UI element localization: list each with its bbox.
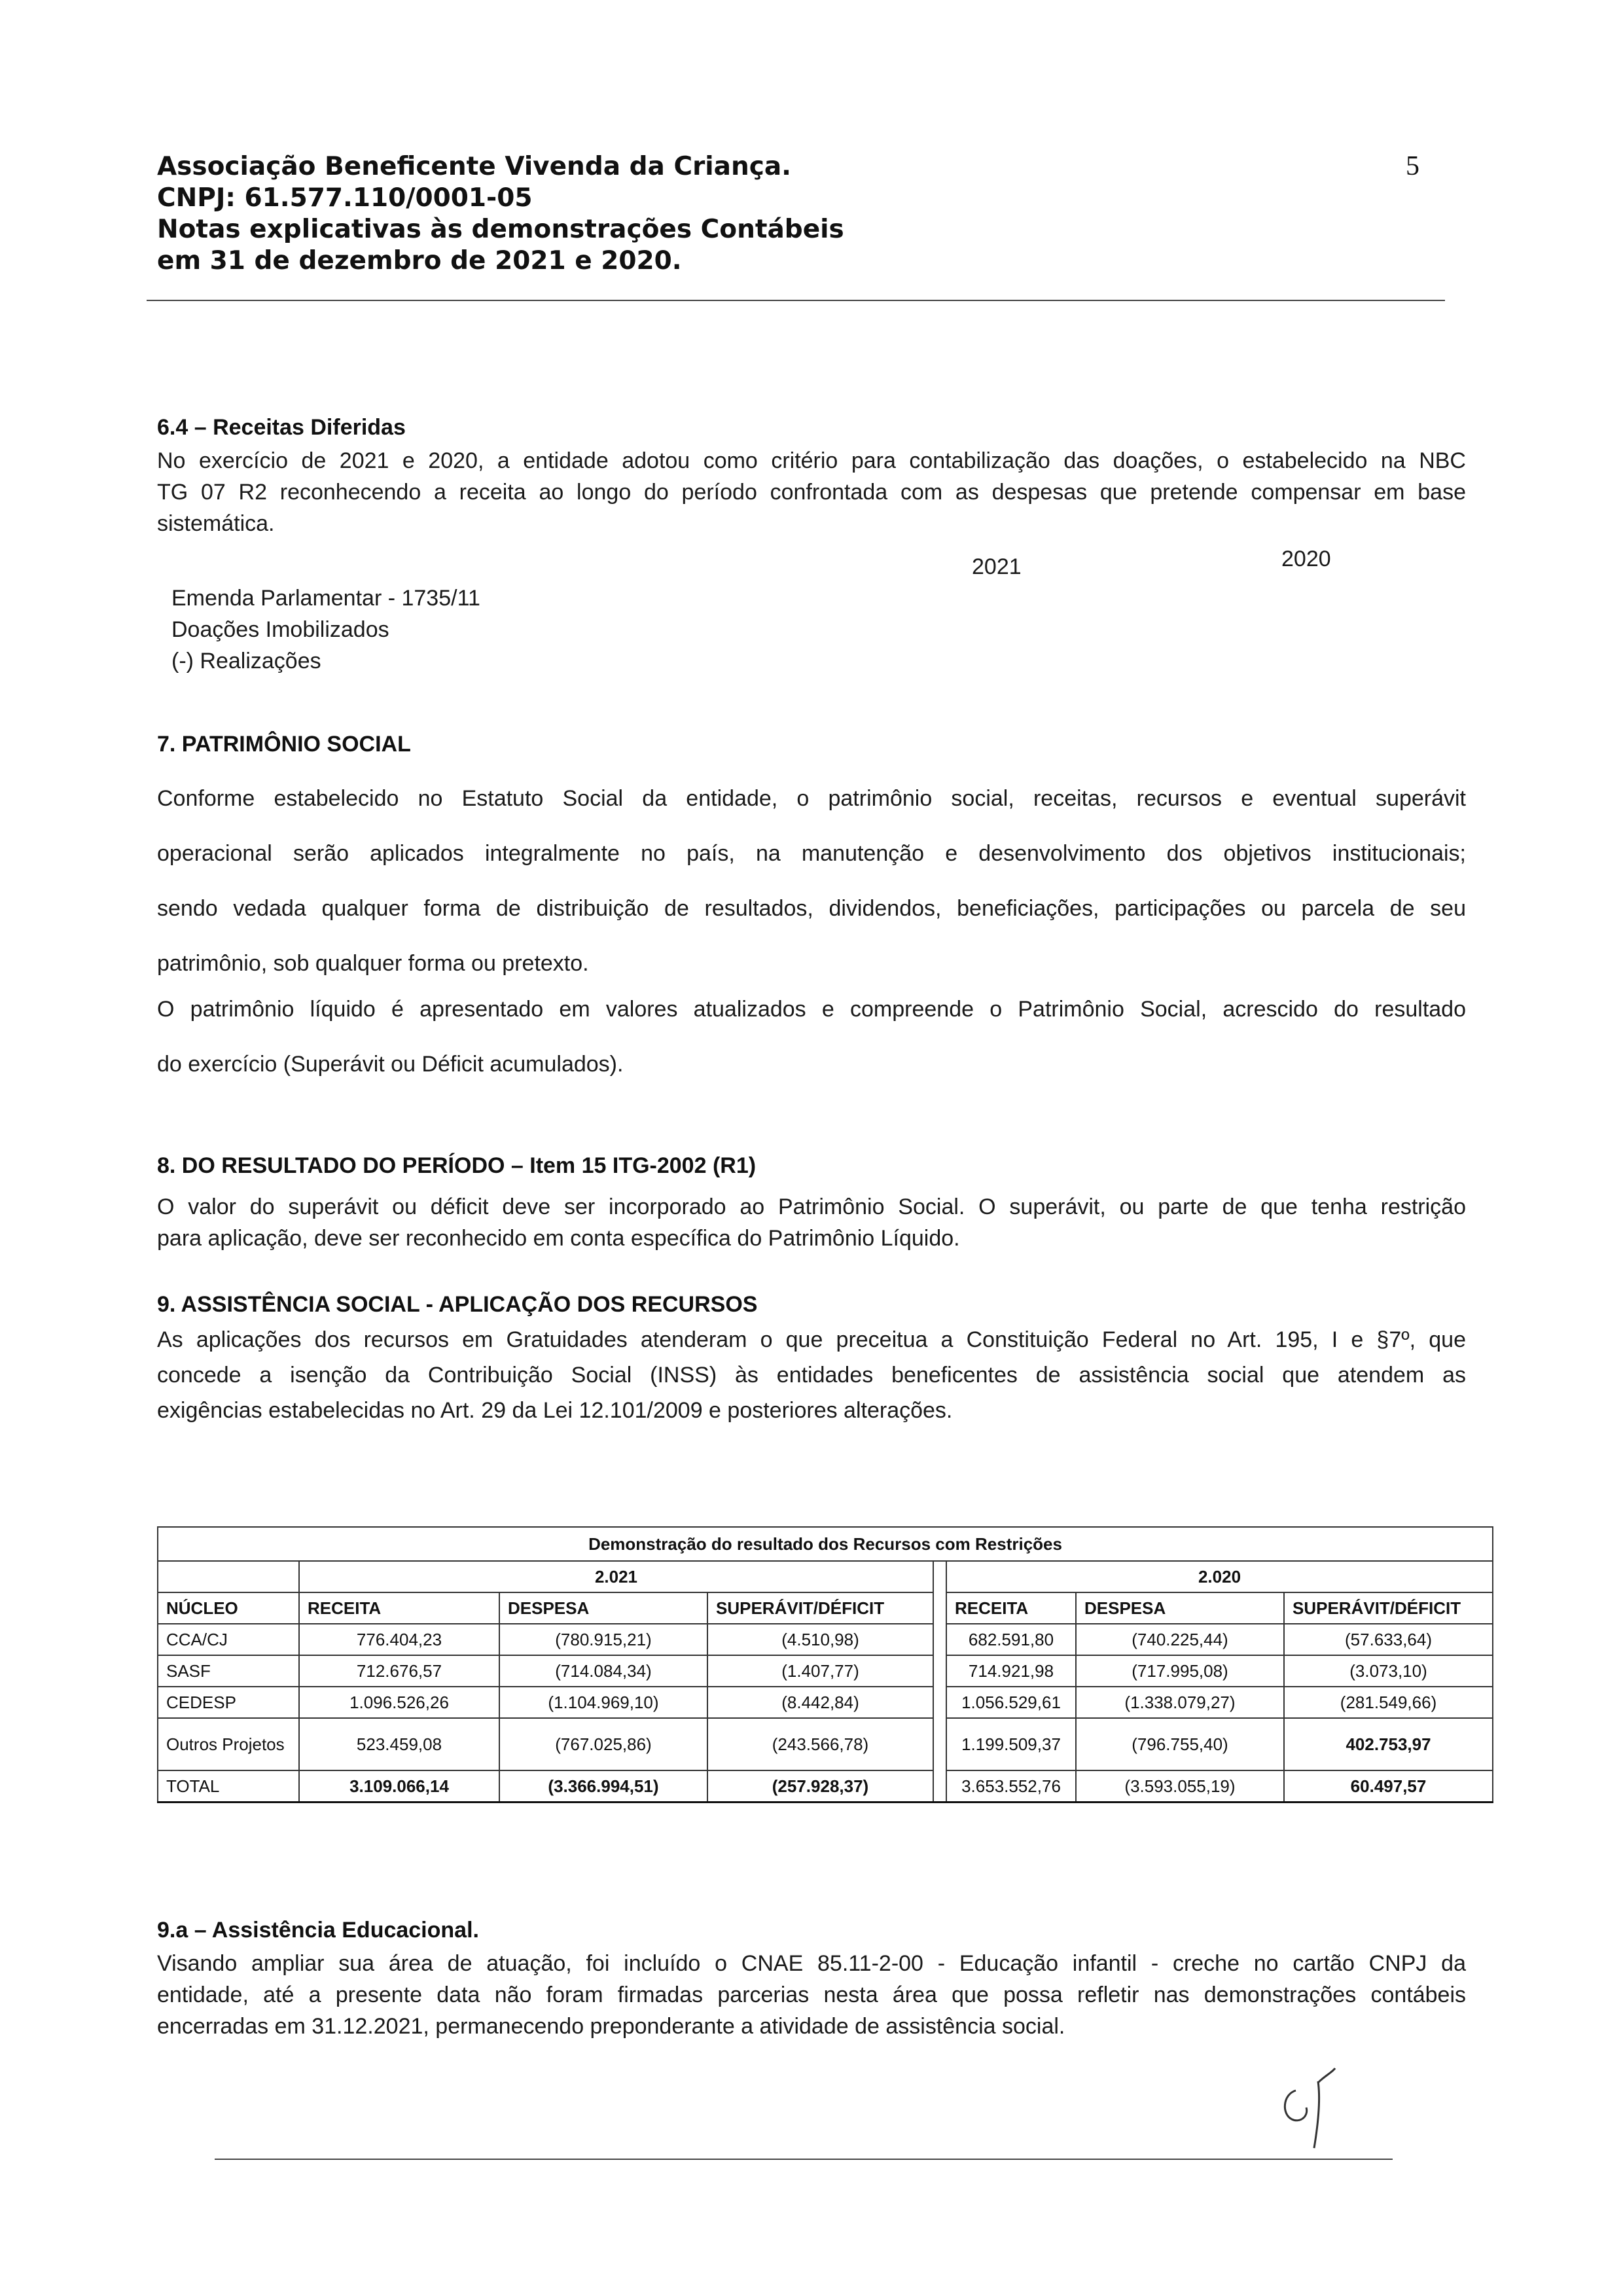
- section-9-text: [157, 1322, 1466, 1428]
- value-cell: 1.096.526,26: [299, 1687, 499, 1718]
- value-cell: (796.755,40): [1076, 1718, 1284, 1770]
- value-cell: (740.225,44): [1076, 1624, 1284, 1655]
- text-line: sistemática.: [157, 511, 275, 536]
- section-6-4-title: 6.4 – Receitas Diferidas: [157, 415, 406, 440]
- text-line: patrimônio, sob qualquer forma ou pretexto.: [157, 951, 589, 976]
- value-cell: (3.593.055,19): [1076, 1770, 1284, 1803]
- value-cell: 1.056.529,61: [946, 1687, 1076, 1718]
- value-cell: (257.928,37): [707, 1770, 933, 1803]
- signature-stroke: [1314, 2081, 1319, 2148]
- value-cell: 714.921,98: [946, 1655, 1076, 1687]
- column-header: DESPESA: [1076, 1592, 1284, 1624]
- text-line: Visando ampliar sua área de atuação, foi incluído o CNAE 85.11-2-00 - Educação infantil - creche no cartão CNPJ da: [157, 1951, 1466, 1976]
- restricted-resources-table: [157, 1526, 1493, 1803]
- text-line: do exercício (Superávit ou Déficit acumulados).: [157, 1052, 624, 1077]
- col-header-2021: 2021: [972, 554, 1022, 579]
- footer-rule: [215, 2159, 1393, 2160]
- value-cell: (714.084,34): [499, 1655, 707, 1687]
- column-gap: [933, 1718, 946, 1770]
- header-rule: [147, 300, 1445, 301]
- value-cell: 682.591,80: [946, 1624, 1076, 1655]
- table-total-row: [158, 1770, 1493, 1803]
- section-9-title: 9. ASSISTÊNCIA SOCIAL - APLICAÇÃO DOS RECURSOS: [157, 1292, 758, 1317]
- row-label: Doações Imobilizados: [171, 617, 389, 642]
- value-cell: (1.104.969,10): [499, 1687, 707, 1718]
- handwritten-initials: [1270, 2062, 1368, 2160]
- column-gap: [933, 1687, 946, 1718]
- text-line: As aplicações dos recursos em Gratuidades atenderam o que preceitua a Constituição Federal no Art. 195, I e §7º, que: [157, 1327, 1466, 1352]
- page-number: 5: [1406, 151, 1419, 181]
- value-cell: (3.366.994,51): [499, 1770, 707, 1803]
- value-cell: (1.338.079,27): [1076, 1687, 1284, 1718]
- value-cell: 3.653.552,76: [946, 1770, 1076, 1803]
- section-7-paragraph-2: [157, 982, 1466, 1092]
- signature-stroke: [1285, 2090, 1306, 2121]
- table-row: [158, 1655, 1493, 1687]
- column-header: RECEITA: [299, 1592, 499, 1624]
- column-gap: [933, 1561, 946, 1592]
- nucleo-cell: TOTAL: [158, 1770, 299, 1803]
- text-line: No exercício de 2021 e 2020, a entidade adotou como critério para contabilização das doações, o estabelecido na NBC: [157, 448, 1466, 473]
- value-cell: (1.407,77): [707, 1655, 933, 1687]
- year-header-2021: 2.021: [299, 1561, 933, 1592]
- text-line: Conforme estabelecido no Estatuto Social da entidade, o patrimônio social, receitas, recursos e eventual superávit: [157, 786, 1466, 811]
- table-cell: [158, 1561, 299, 1592]
- section-6-4-text: [157, 445, 1466, 539]
- column-header: RECEITA: [946, 1592, 1076, 1624]
- nucleo-cell: CCA/CJ: [158, 1624, 299, 1655]
- doc-date: em 31 de dezembro de 2021 e 2020.: [157, 246, 682, 276]
- value-cell: (4.510,98): [707, 1624, 933, 1655]
- value-cell: 712.676,57: [299, 1655, 499, 1687]
- row-label: (-) Realizações: [171, 649, 321, 673]
- value-cell: (767.025,86): [499, 1718, 707, 1770]
- signature-stroke: [1318, 2068, 1335, 2083]
- text-line: entidade, até a presente data não foram firmadas parcerias nesta área que possa refletir nas demonstrações contábeis: [157, 1982, 1466, 2007]
- table-row: [158, 1687, 1493, 1718]
- section-8-text: [157, 1191, 1466, 1254]
- nucleo-cell: SASF: [158, 1655, 299, 1687]
- value-cell: 523.459,08: [299, 1718, 499, 1770]
- col-header-2020: 2020: [1281, 547, 1331, 571]
- column-header: SUPERÁVIT/DÉFICIT: [1284, 1592, 1493, 1624]
- org-name: Associação Beneficente Vivenda da Criança.: [157, 152, 792, 181]
- text-line: O patrimônio líquido é apresentado em valores atualizados e compreende o Patrimônio Social, acrescido do resultado: [157, 997, 1466, 1022]
- value-cell: (8.442,84): [707, 1687, 933, 1718]
- year-header-2020: 2.020: [946, 1561, 1493, 1592]
- table-title: Demonstração do resultado dos Recursos com Restrições: [158, 1527, 1493, 1561]
- text-line: TG 07 R2 reconhecendo a receita ao longo do período confrontada com as despesas que pretende compensar em base: [157, 480, 1466, 505]
- text-line: operacional serão aplicados integralmente no país, na manutenção e desenvolvimento dos objetivos institucionais;: [157, 841, 1466, 866]
- column-gap: [933, 1624, 946, 1655]
- table-row: [158, 1718, 1493, 1770]
- value-cell: (57.633,64): [1284, 1624, 1493, 1655]
- section-8-title: 8. DO RESULTADO DO PERÍODO – Item 15 ITG-2002 (R1): [157, 1153, 757, 1178]
- text-line: sendo vedada qualquer forma de distribuição de resultados, dividendos, beneficiações, participações ou parcela de seu: [157, 896, 1466, 921]
- nucleo-cell: Outros Projetos: [158, 1718, 299, 1770]
- value-cell: (281.549,66): [1284, 1687, 1493, 1718]
- column-gap: [933, 1770, 946, 1803]
- value-cell: 776.404,23: [299, 1624, 499, 1655]
- value-cell: 402.753,97: [1284, 1718, 1493, 1770]
- value-cell: 1.199.509,37: [946, 1718, 1076, 1770]
- section-7-title: 7. PATRIMÔNIO SOCIAL: [157, 732, 411, 757]
- text-line: encerradas em 31.12.2021, permanecendo preponderante a atividade de assistência social.: [157, 2014, 1065, 2039]
- section-7-paragraph-1: [157, 771, 1466, 991]
- row-label: Emenda Parlamentar - 1735/11: [171, 586, 480, 611]
- doc-subtitle: Notas explicativas às demonstrações Contábeis: [157, 215, 844, 244]
- table-row: [158, 1624, 1493, 1655]
- value-cell: (3.073,10): [1284, 1655, 1493, 1687]
- value-cell: (717.995,08): [1076, 1655, 1284, 1687]
- nucleo-cell: CEDESP: [158, 1687, 299, 1718]
- column-header: NÚCLEO: [158, 1592, 299, 1624]
- text-line: para aplicação, deve ser reconhecido em conta específica do Patrimônio Líquido.: [157, 1226, 960, 1251]
- column-gap: [933, 1655, 946, 1687]
- section-9a-text: [157, 1948, 1466, 2042]
- column-header: SUPERÁVIT/DÉFICIT: [707, 1592, 933, 1624]
- value-cell: 60.497,57: [1284, 1770, 1493, 1803]
- text-line: O valor do superávit ou déficit deve ser incorporado ao Patrimônio Social. O superávit, ou parte de que tenha restrição: [157, 1194, 1466, 1219]
- column-gap: [933, 1592, 946, 1624]
- text-line: exigências estabelecidas no Art. 29 da Lei 12.101/2009 e posteriores alterações.: [157, 1398, 953, 1423]
- cnpj: CNPJ: 61.577.110/0001-05: [157, 183, 533, 213]
- value-cell: (780.915,21): [499, 1624, 707, 1655]
- text-line: concede a isenção da Contribuição Social (INSS) às entidades beneficentes de assistência social que atendem as: [157, 1363, 1466, 1388]
- section-9a-title: 9.a – Assistência Educacional.: [157, 1918, 479, 1943]
- value-cell: 3.109.066,14: [299, 1770, 499, 1803]
- value-cell: (243.566,78): [707, 1718, 933, 1770]
- column-header: DESPESA: [499, 1592, 707, 1624]
